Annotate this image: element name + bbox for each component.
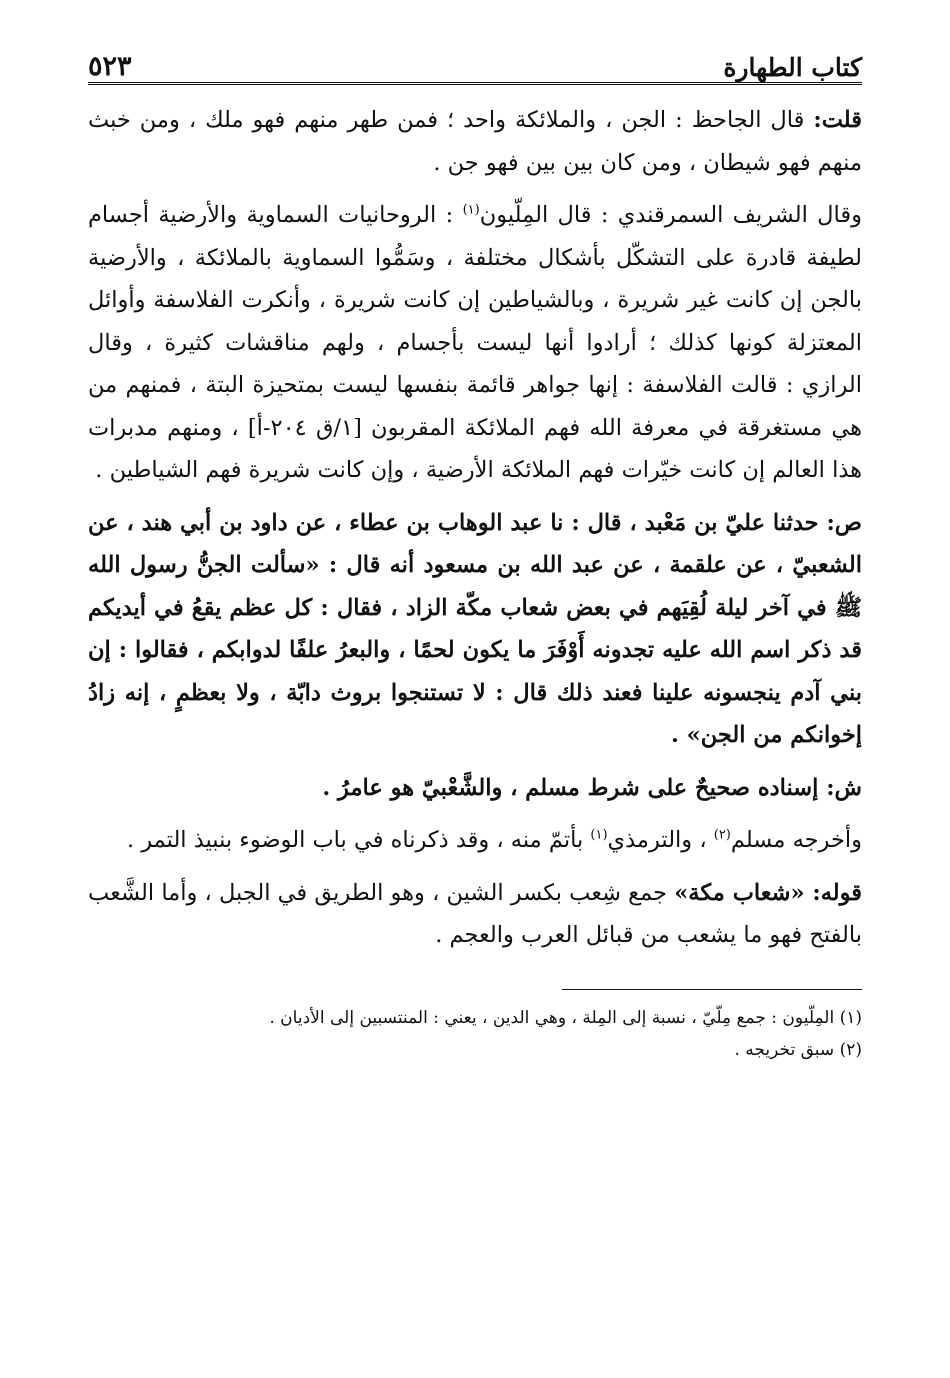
paragraph-takhrij — [88, 819, 862, 862]
page-number: ٥٢٣ — [88, 51, 132, 82]
lead-word: قوله: — [812, 879, 862, 906]
footnote-reference: (١) — [462, 202, 480, 218]
paragraph-shiab — [88, 872, 862, 957]
lead-word: قلت: — [813, 107, 862, 133]
paragraph-samarqandi — [88, 194, 862, 492]
paragraph-hadith — [88, 502, 862, 757]
footnotes — [88, 989, 862, 1066]
footnote-reference: (٢) — [713, 827, 731, 843]
footnote-reference: (١) — [590, 827, 608, 843]
main-text — [88, 99, 862, 957]
footnote-1: (١) المِلّيون : جمع مِلّيّ ، نسبة إلى المِلة ، وهي الدين ، يعني : المنتسبين إلى الأديان . — [269, 1007, 862, 1028]
page-header — [88, 30, 862, 85]
lead-word: ش: — [826, 774, 862, 801]
paragraph-text: وأخرجه مسلم — [730, 827, 862, 853]
footnote-divider — [562, 989, 862, 990]
running-title: كتاب الطهارة — [723, 53, 862, 82]
lead-word: ص: — [826, 509, 862, 536]
paragraph-text: جمع شِعب بكسر الشين ، وهو الطريق في الجبل ، وأما الشَّعب بالفتح فهو ما يشعب من قبائل العرب والعجم . — [88, 879, 862, 948]
paragraph-text: : الروحانيات السماوية والأرضية أجسام لطيفة قادرة على التشكّل بأشكال مختلفة ، وسَمُّوا السماوية بالملائكة ، والأرضية بالجن إن كانت غير شريرة ، وبالشياطين إن كانت شريرة ، وأنكرت الفلاسفة وأوائل المعتزلة كونها كذلك ؛ أرادوا أنها ليست بأجسام ، ولهم مناقشات كثيرة ، وقال الرازي : قالت الفلاسفة : إنها جواهر قائمة بنفسها ليست بمتحيزة البتة ، فمنهم من هي مستغرقة في معرفة الله فهم الملائكة المقربون [١/ق ٢٠٤-أ] ، ومنهم مدبرات هذا العالم إن كانت خيّرات فهم الملائكة الأرضية ، وإن كانت شريرة فهم الشياطين . — [88, 202, 862, 483]
footnote-2: (٢) سبق تخريجه . — [734, 1039, 862, 1060]
hadith-text: حدثنا عليّ بن مَعْبد ، قال : نا عبد الوهاب بن عطاء ، عن داود بن أبي هند ، عن الشعبيّ ، عن علقمة ، عن عبد الله بن مسعود أنه قال : «سألت الجنُّ رسول الله ﷺ في آخر ليلة لُقِيَهم في بعض شعاب مكّة الزاد ، فقال : كل عظم يقعُ في أيديكم قد ذكر اسم الله عليه تجدونه أَوْفَرَ ما يكون لحمًا ، والبعرُ علفًا لدوابكم ، فقالوا : إن بني آدم ينجسونه علينا فعند ذلك قال : لا تستنجوا بروث دابّة ، ولا بعظمٍ ، إنه زادُ إخوانكم من الجن» . — [88, 509, 862, 748]
paragraph-jahiz — [88, 99, 862, 184]
paragraph-text: ، والترمذي — [607, 827, 714, 853]
paragraph-text: قال الجاحظ : الجن ، والملائكة واحد ؛ فمن طهر منهم فهو ملك ، ومن خبث منهم فهو شيطان ، ومن كان بين بين فهو جن . — [88, 107, 862, 176]
paragraph-sharh — [88, 767, 862, 810]
paragraph-text: وقال الشريف السمرقندي : قال المِلّيون — [479, 202, 862, 228]
paragraph-text: إسناده صحيحٌ على شرط مسلم ، والشَّعْبيّ هو عامرُ . — [322, 774, 827, 801]
quoted-term: «شعاب مكة» — [674, 879, 813, 906]
paragraph-text: بأتمّ منه ، وقد ذكرناه في باب الوضوء بنبيذ التمر . — [126, 827, 591, 853]
